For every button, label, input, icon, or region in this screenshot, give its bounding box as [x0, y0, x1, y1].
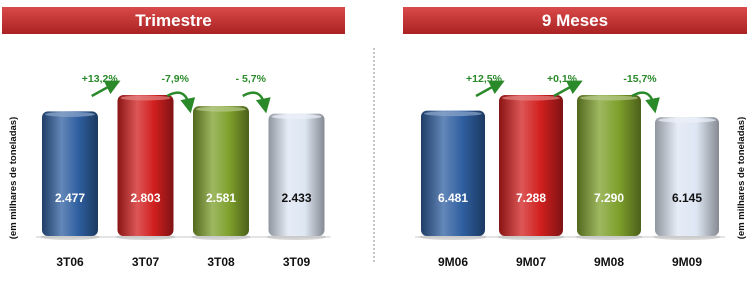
bar-3T08: [193, 106, 249, 236]
panel-title: 9 Meses: [541, 11, 609, 30]
change-label: -15,7%: [623, 73, 657, 85]
category-label: 9M08: [593, 255, 625, 269]
change-arrow: [243, 93, 265, 106]
bar-value-label: 7.288: [515, 191, 547, 205]
y-axis-label: (em milhares de toneladas): [8, 116, 19, 240]
bar-value-label: 7.290: [593, 191, 625, 205]
change-arrow: [554, 84, 576, 96]
bar-3T07: [118, 95, 174, 236]
bar-value-label: 6.145: [671, 191, 703, 205]
bar-top-highlight: [580, 96, 638, 101]
bar-top-highlight: [272, 114, 322, 119]
bar-top-highlight: [502, 96, 560, 101]
bar-9M08: [577, 95, 641, 236]
change-label: - 5,7%: [235, 73, 266, 85]
change-label: +13,2%: [81, 73, 118, 85]
bar-top-highlight: [658, 118, 716, 123]
change-arrow: [92, 84, 114, 96]
change-arrow: [476, 84, 498, 96]
chart-panel-1: [2, 7, 345, 269]
bar-top-highlight: [45, 112, 95, 117]
change-label: +12,5%: [466, 73, 502, 85]
bar-3T09: [269, 114, 325, 236]
category-label: 3T07: [131, 255, 160, 269]
category-label: 9M09: [671, 255, 703, 269]
category-label: 3T09: [282, 255, 311, 269]
category-label: 3T06: [56, 255, 84, 269]
bar-value-label: 2.433: [281, 191, 312, 205]
bar-top-highlight: [121, 96, 171, 101]
bar-9M06: [421, 111, 485, 236]
change-label: +0,1%: [546, 73, 578, 85]
bar-9M07: [499, 95, 563, 236]
category-label: 9M07: [515, 255, 547, 269]
bar-top-highlight: [424, 111, 482, 116]
bar-value-label: 6.481: [437, 191, 469, 205]
bar-9M09: [655, 117, 719, 236]
bar-top-highlight: [196, 107, 246, 112]
category-label: 9M06: [437, 255, 469, 269]
bar-value-label: 2.477: [54, 191, 86, 205]
bar-value-label: 2.581: [205, 191, 237, 205]
category-label: 3T08: [207, 255, 235, 269]
y-axis-label: (em milhares de toneladas): [736, 116, 747, 240]
bar-3T06: [42, 111, 98, 236]
bar-value-label: 2.803: [130, 191, 161, 205]
panel-title: Trimestre: [135, 11, 212, 30]
chart-panel-2: [403, 7, 747, 269]
change-label: -7,9%: [161, 73, 189, 85]
